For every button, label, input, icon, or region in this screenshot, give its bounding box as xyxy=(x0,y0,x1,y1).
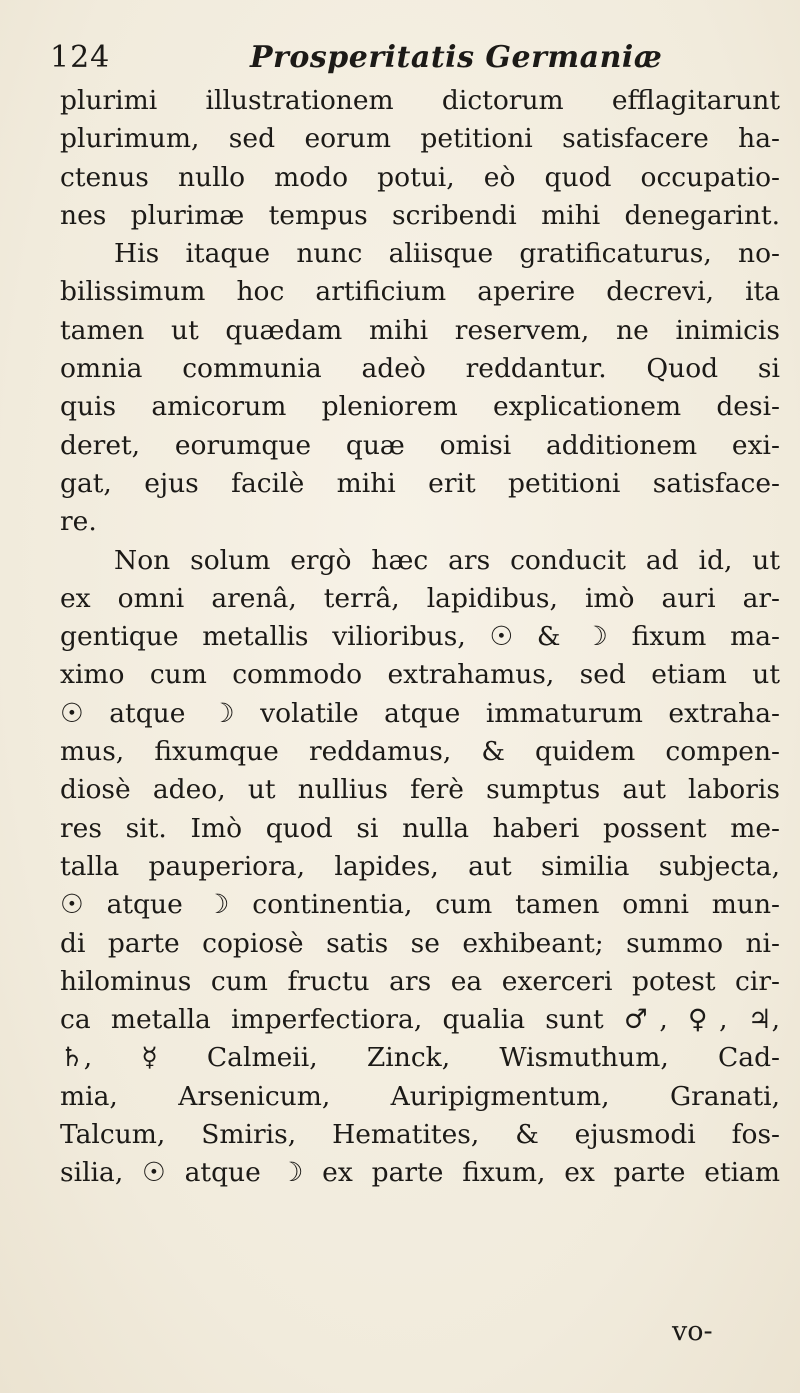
text-line: omnia communia adeò reddantur. Quod si xyxy=(60,353,780,385)
text-line: tamen ut quædam mihi reservem, ne inimicis xyxy=(60,314,780,346)
text-line: talla pauperiora, lapides, aut similia subjecta, xyxy=(60,850,780,882)
text-line: ☉ atque ☽ continentia, cum tamen omni mun- xyxy=(60,889,780,921)
text-line: mus, fixumque reddamus, & quidem compen- xyxy=(60,736,780,768)
text-line: ca metalla imperfectiora, qualia sunt ♂, ♀, ♃, xyxy=(60,1004,780,1036)
text-line: diosè adeo, ut nullius ferè sumptus aut laboris xyxy=(60,774,780,806)
text-line: gentique metallis vilioribus, ☉ & ☽ fixum ma- xyxy=(60,621,780,653)
text-line: re. xyxy=(60,506,97,538)
text-line: hilominus cum fructu ars ea exerceri potest cir- xyxy=(60,965,780,997)
text-line: His itaque nunc aliisque gratificaturus, no- xyxy=(114,238,780,270)
text-line: Non solum ergò hæc ars conducit ad id, ut xyxy=(114,544,780,576)
text-line: nes plurimæ tempus scribendi mihi denegarint. xyxy=(60,199,780,231)
body-text xyxy=(60,82,780,1193)
text-line: ex omni arenâ, terrâ, lapidibus, imò auri ar- xyxy=(60,582,780,614)
text-line: bilissimum hoc artificium aperire decrevi, ita xyxy=(60,276,780,308)
text-line: gat, ejus facilè mihi erit petitioni satisface- xyxy=(60,467,780,499)
text-line: deret, eorumque quæ omisi additionem exi- xyxy=(60,429,780,461)
page-number: 124 xyxy=(50,40,111,75)
catchword: vo- xyxy=(672,1316,713,1347)
text-line: res sit. Imò quod si nulla haberi possent me- xyxy=(60,812,780,844)
text-line: ximo cum commodo extrahamus, sed etiam ut xyxy=(60,659,780,691)
text-line: ctenus nullo modo potui, eò quod occupatio- xyxy=(60,161,780,193)
text-line: ♄, ☿ Calmeii, Zinck, Wismuthum, Cad- xyxy=(60,1042,780,1074)
text-line: quis amicorum pleniorem explicationem desi- xyxy=(60,391,780,423)
running-head: Prosperitatis Germaniæ xyxy=(250,40,663,75)
text-line: plurimum, sed eorum petitioni satisfacere ha- xyxy=(60,123,780,155)
text-line: mia, Arsenicum, Auripigmentum, Granati, xyxy=(60,1080,780,1112)
text-line: di parte copiosè satis se exhibeant; summo ni- xyxy=(60,927,780,959)
text-line: ☉ atque ☽ volatile atque immaturum extraha- xyxy=(60,697,780,729)
text-line: silia, ☉ atque ☽ ex parte fixum, ex parte etiam xyxy=(60,1157,780,1189)
text-line: Talcum, Smiris, Hematites, & ejusmodi fos- xyxy=(60,1119,780,1151)
text-line: plurimi illustrationem dictorum efflagitarunt xyxy=(60,85,780,116)
